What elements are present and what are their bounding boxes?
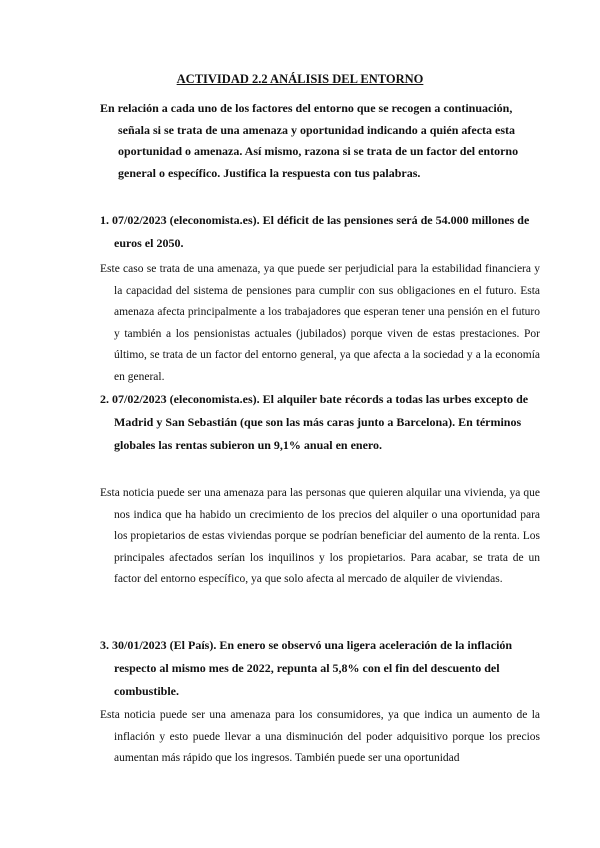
document-title: ACTIVIDAD 2.2 ANÁLISIS DEL ENTORNO <box>176 72 424 86</box>
instructions-paragraph: En relación a cada uno de los factores del entorno que se recogen a continuación, señala si se trata de una amenaza y oportunidad indicando a quién afecta esta oportunidad o amenaza. Así mismo, razona si se trata de un factor del entorno general o específico. Justifica la respuesta con tus palabras. <box>100 101 519 180</box>
item-2-heading: 2. 07/02/2023 (eleconomista.es). El alquiler bate récords a todas las urbes excepto de Madrid y San Sebastián (que son las más caras junto a Barcelona). En términos globales las rentas subieron un 9,1% anual en enero. <box>100 392 529 452</box>
item-1-heading: 1. 07/02/2023 (eleconomista.es). El déficit de las pensiones será de 54.000 millones de euros el 2050. <box>100 213 530 250</box>
item-2-answer: Esta noticia puede ser una amenaza para las personas que quieren alquilar una vivienda, ya que nos indica que ha habido un crecimiento de los precios del alquiler o una oportunidad para los propietarios de estas viviendas porque se podrían beneficiar del aumento de la renta. Los principales afectados serían los inquilinos y los propietarios. Para acabar, se trata de un factor del entorno específico, ya que solo afecta al mercado de alquiler de viviendas. <box>100 487 540 585</box>
item-3-heading: 3. 30/01/2023 (El País). En enero se observó una ligera aceleración de la inflación respecto al mismo mes de 2022, repunta al 5,8% con el fin del descuento del combustible. <box>100 638 513 698</box>
item-3-answer: Esta noticia puede ser una amenaza para los consumidores, ya que indica un aumento de la inflación y esto puede llevar a una disminución del poder adquisitivo porque los precios aumentan más rápido que los ingresos. También puede ser una oportunidad <box>100 709 540 764</box>
item-1-answer: Este caso se trata de una amenaza, ya que puede ser perjudicial para la estabilidad financiera y la capacidad del sistema de pensiones para cumplir con sus obligaciones en el futuro. Esta amenaza afecta principalmente a los trabajadores que esperan tener una pensión en el futuro y también a los pensionistas actuales (jubilados) porque viven de estas prestaciones. Por último, se trata de un factor del entorno general, ya que afecta a la sociedad y a la economía en general. <box>100 263 540 383</box>
